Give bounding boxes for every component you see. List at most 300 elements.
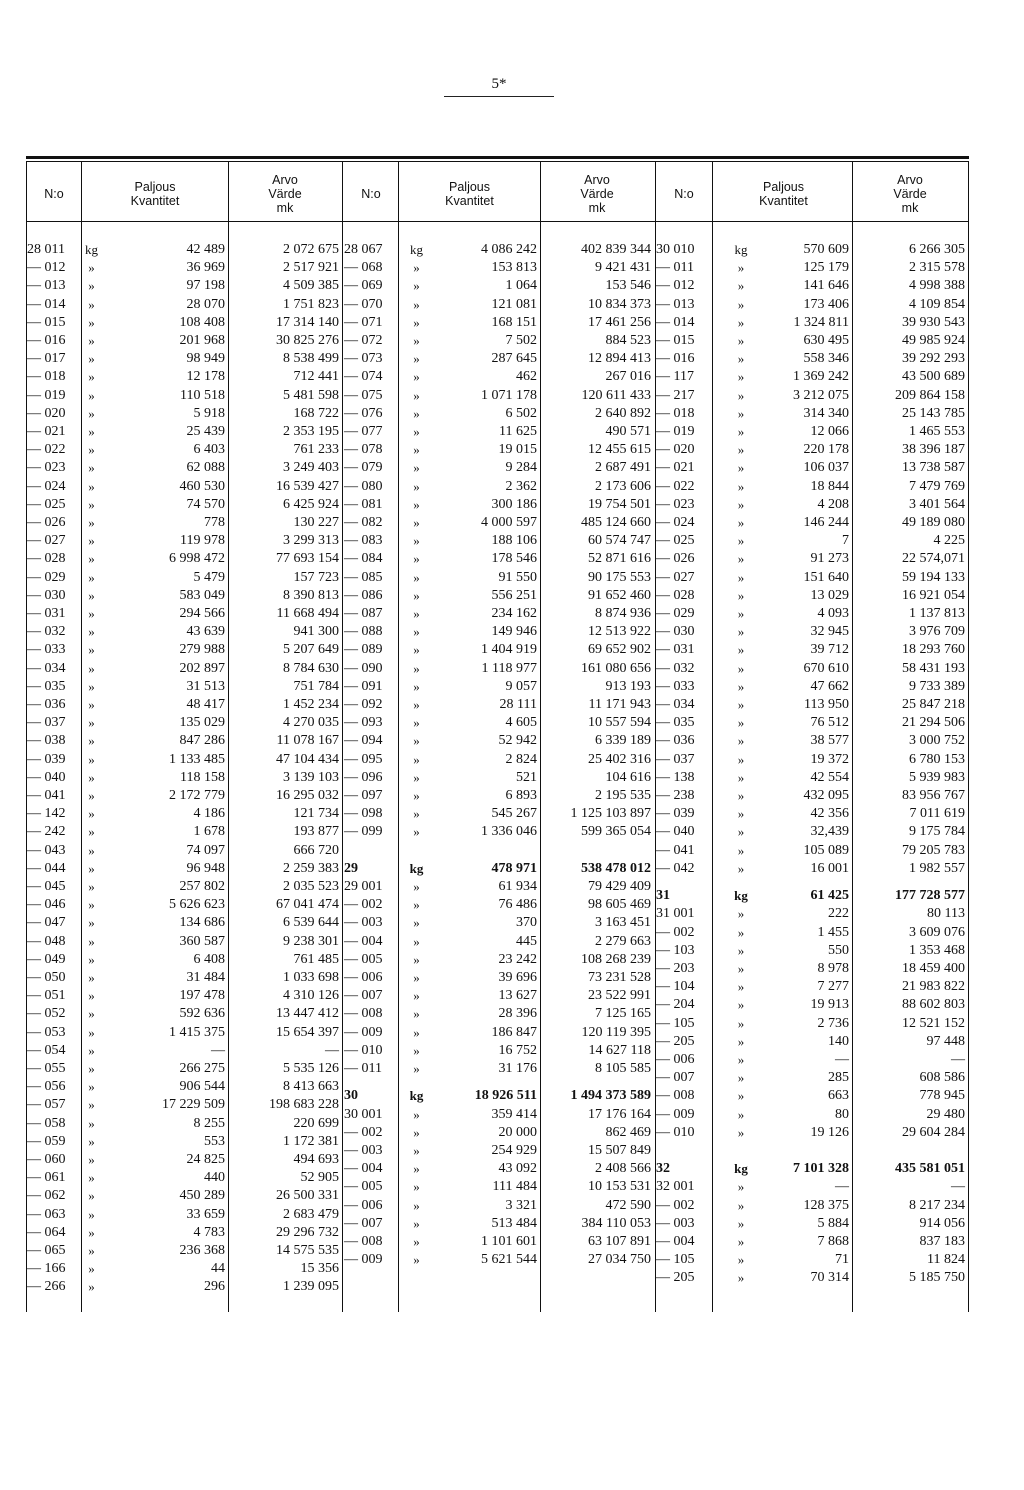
- item-number: — 036: [27, 697, 66, 712]
- unit: »: [88, 751, 95, 767]
- item-number: — 077: [344, 424, 383, 439]
- table-row: [0, 1015, 1024, 1033]
- item-number: — 020: [656, 442, 695, 458]
- value: 12 455 615: [588, 442, 651, 458]
- quantity: 550: [828, 942, 849, 958]
- item-number: — 013: [656, 296, 695, 312]
- quantity: 4 208: [817, 496, 849, 512]
- item-number: — 028: [27, 551, 66, 567]
- value: 3 401 564: [909, 496, 965, 512]
- unit: »: [88, 405, 95, 421]
- quantity: 359 414: [491, 1106, 537, 1122]
- page-number: 5*: [491, 76, 507, 92]
- item-number: — 009: [656, 1106, 695, 1122]
- item-number: — 088: [344, 624, 383, 640]
- header-no-2: [344, 170, 398, 218]
- quantity: 18 844: [810, 478, 849, 494]
- unit: »: [88, 678, 95, 694]
- unit: »: [88, 1243, 95, 1258]
- quantity: 17 229 509: [162, 1097, 225, 1113]
- quantity: 20 000: [498, 1124, 537, 1140]
- value: 6 339 189: [595, 733, 651, 749]
- header-no-1: [27, 170, 81, 218]
- value: 15 507 849: [588, 1142, 651, 1158]
- item-number: — 105: [656, 1015, 695, 1031]
- unit: »: [413, 1252, 420, 1268]
- item-number: — 076: [344, 405, 383, 421]
- item-number: — 095: [344, 751, 383, 767]
- unit: »: [88, 1261, 95, 1277]
- value: 80 113: [927, 906, 965, 922]
- unit: »: [737, 278, 745, 294]
- unit: »: [737, 405, 745, 421]
- table-row: [0, 1033, 1024, 1051]
- unit: »: [88, 970, 95, 985]
- quantity: 1 336 046: [481, 824, 537, 840]
- unit: »: [413, 606, 420, 621]
- item-number: — 011: [344, 1061, 382, 1076]
- unit: »: [88, 697, 95, 712]
- item-number: 28 011: [27, 242, 65, 257]
- quantity: 513 484: [491, 1215, 537, 1231]
- quantity: 2 172 779: [169, 788, 225, 803]
- quantity: 19 015: [498, 442, 537, 458]
- quantity: 16 001: [810, 860, 849, 876]
- value: 1 125 103 897: [570, 806, 651, 822]
- value: 3 139 103: [283, 769, 339, 785]
- value: 108 268 239: [581, 951, 651, 967]
- table-row: [0, 1106, 1024, 1124]
- table-row: [0, 842, 1024, 860]
- unit: »: [737, 997, 745, 1013]
- item-number: — 242: [27, 824, 66, 840]
- quantity: 3 321: [505, 1197, 537, 1213]
- quantity: 254 929: [491, 1142, 537, 1158]
- value: 11 668 494: [276, 606, 339, 621]
- header-quantity-3-fi: Paljous: [763, 180, 804, 194]
- value: 12 513 922: [588, 624, 651, 640]
- item-number: — 075: [344, 387, 383, 403]
- table-row: [0, 532, 1024, 550]
- unit: »: [737, 551, 745, 567]
- unit: »: [413, 1124, 420, 1140]
- unit: »: [88, 1224, 95, 1240]
- value: 2 072 675: [283, 242, 339, 257]
- table-row: [0, 1269, 1024, 1287]
- unit: »: [413, 387, 420, 403]
- table-row: [0, 587, 1024, 605]
- item-number: — 002: [344, 897, 383, 913]
- table-row: [0, 259, 1024, 277]
- table-row: [0, 769, 1024, 787]
- item-number: — 008: [656, 1088, 695, 1104]
- unit: »: [88, 642, 95, 658]
- table-row: [0, 550, 1024, 568]
- quantity: 168 151: [491, 314, 537, 330]
- unit: »: [88, 933, 95, 949]
- table-row: [0, 241, 1024, 259]
- item-number: — 032: [27, 624, 66, 640]
- table-row: [0, 332, 1024, 350]
- quantity: 201 968: [179, 333, 225, 348]
- item-number: — 104: [656, 979, 695, 995]
- value: 104 616: [605, 769, 651, 785]
- value: 17 176 164: [588, 1106, 651, 1122]
- quantity: 36 969: [186, 260, 225, 276]
- value: 2 683 479: [283, 1206, 339, 1222]
- quantity: 5 884: [817, 1215, 849, 1231]
- unit: »: [737, 697, 745, 712]
- item-number: — 029: [656, 606, 695, 621]
- value: 15 654 397: [276, 1024, 339, 1040]
- table-row: [0, 860, 1024, 878]
- quantity: 558 346: [803, 351, 849, 367]
- item-number: — 016: [27, 333, 66, 348]
- header-quantity-1: [82, 170, 228, 218]
- value: 8 217 234: [909, 1197, 965, 1213]
- item-number: — 007: [344, 1215, 383, 1231]
- value: 8 105 585: [595, 1061, 651, 1076]
- unit: »: [413, 697, 420, 712]
- item-number: 31 001: [656, 906, 695, 922]
- quantity: 19 126: [810, 1124, 849, 1140]
- item-number: — 051: [27, 988, 66, 1004]
- unit: »: [88, 897, 95, 913]
- item-number: — 082: [344, 515, 383, 530]
- item-number: — 029: [27, 569, 66, 585]
- quantity: 6 998 472: [169, 551, 225, 567]
- quantity: 5 626 623: [169, 897, 225, 913]
- item-number: — 004: [656, 1233, 695, 1249]
- item-number: — 204: [656, 997, 695, 1013]
- quantity: 31 176: [498, 1061, 537, 1076]
- item-number: — 084: [344, 551, 383, 567]
- quantity: 71: [835, 1252, 849, 1268]
- quantity: 906 544: [179, 1079, 225, 1095]
- unit: »: [88, 879, 95, 894]
- unit: »: [88, 260, 95, 276]
- quantity: 2 362: [505, 478, 537, 494]
- unit: »: [413, 515, 420, 530]
- item-number: — 058: [27, 1115, 66, 1131]
- item-number: — 007: [344, 988, 383, 1004]
- item-number: — 205: [656, 1270, 695, 1286]
- unit: »: [88, 1279, 95, 1295]
- value: 1 137 813: [909, 606, 965, 621]
- item-number: 30: [344, 1088, 358, 1104]
- header-value-1: [228, 170, 342, 218]
- unit: »: [413, 405, 420, 421]
- quantity: —: [835, 1051, 849, 1067]
- value: 2 195 535: [595, 788, 651, 803]
- quantity: 1 118 977: [481, 660, 537, 676]
- item-number: — 099: [344, 824, 383, 840]
- quantity: 4 186: [193, 806, 225, 822]
- quantity: 6 408: [193, 951, 225, 967]
- quantity: 70 314: [810, 1270, 849, 1286]
- unit: »: [413, 769, 420, 785]
- unit: »: [413, 1161, 420, 1177]
- unit: »: [737, 587, 745, 603]
- quantity: 61 425: [810, 888, 849, 904]
- table-row: [0, 678, 1024, 696]
- value: 177 728 577: [895, 888, 965, 904]
- item-number: — 043: [27, 842, 66, 858]
- item-number: — 081: [344, 496, 383, 512]
- quantity: 462: [516, 369, 537, 385]
- quantity: 98 949: [186, 351, 225, 367]
- item-number: — 046: [27, 897, 66, 913]
- quantity: 1 064: [505, 278, 537, 294]
- unit: »: [413, 1215, 420, 1231]
- value: 5 185 750: [909, 1270, 965, 1286]
- unit: »: [413, 278, 420, 294]
- unit: »: [88, 1079, 95, 1095]
- quantity: 28 396: [498, 1006, 537, 1022]
- quantity: 4 605: [505, 715, 537, 731]
- item-number: — 014: [27, 296, 66, 312]
- item-number: — 006: [344, 970, 383, 985]
- item-number: — 015: [656, 333, 695, 348]
- unit: »: [88, 1152, 95, 1167]
- value: 98 605 469: [588, 897, 651, 913]
- item-number: — 039: [656, 806, 695, 822]
- item-number: — 022: [27, 442, 66, 458]
- unit: »: [737, 1106, 745, 1122]
- quantity: 2 824: [505, 751, 537, 767]
- item-number: — 018: [656, 405, 695, 421]
- item-number: 31: [656, 888, 670, 904]
- quantity: 42 554: [810, 769, 849, 785]
- value: 63 107 891: [588, 1233, 651, 1249]
- unit: »: [88, 1188, 95, 1204]
- table-total-row: [0, 1160, 1024, 1178]
- value: 538 478 012: [581, 860, 651, 876]
- item-number: 30 010: [656, 242, 695, 257]
- quantity: 583 049: [179, 587, 225, 603]
- value: 43 500 689: [902, 369, 965, 385]
- quantity: 146 244: [803, 515, 849, 530]
- unit: »: [413, 478, 420, 494]
- quantity: 257 802: [179, 879, 225, 894]
- value: 79 205 783: [902, 842, 965, 858]
- value: 4 225: [933, 533, 965, 549]
- value: 5 535 126: [283, 1061, 339, 1076]
- table-row: [0, 714, 1024, 732]
- table-row: [0, 368, 1024, 386]
- quantity: 13 029: [810, 587, 849, 603]
- quantity: 80: [835, 1106, 849, 1122]
- value: 209 864 158: [895, 387, 965, 403]
- item-number: — 024: [27, 478, 66, 494]
- item-number: — 039: [27, 751, 66, 767]
- unit: »: [737, 424, 745, 439]
- value: 77 693 154: [276, 551, 339, 567]
- unit: kg: [410, 242, 423, 257]
- item-number: — 023: [27, 460, 66, 476]
- value: 8 784 630: [283, 660, 339, 676]
- table-row: [0, 387, 1024, 405]
- value: 8 390 813: [283, 587, 339, 603]
- table-row: [0, 496, 1024, 514]
- item-number: 28 067: [344, 242, 383, 257]
- quantity: 778: [204, 515, 225, 530]
- unit: »: [88, 1206, 95, 1222]
- unit: »: [413, 642, 420, 658]
- value: 435 581 051: [895, 1161, 965, 1177]
- value: 3 609 076: [909, 924, 965, 940]
- unit: »: [737, 460, 745, 476]
- item-number: — 006: [656, 1051, 695, 1067]
- value: 1 494 373 589: [570, 1088, 651, 1104]
- unit: »: [413, 733, 420, 749]
- unit: »: [413, 333, 420, 348]
- unit: »: [88, 296, 95, 312]
- table-row: [0, 942, 1024, 960]
- value: 30 825 276: [276, 333, 339, 348]
- unit: »: [737, 960, 745, 976]
- quantity: 141 646: [803, 278, 849, 294]
- value: 29 296 732: [276, 1224, 339, 1240]
- item-number: — 092: [344, 697, 383, 712]
- quantity: 296: [204, 1279, 225, 1295]
- item-number: — 097: [344, 788, 383, 803]
- value: 13 738 587: [902, 460, 965, 476]
- value: 161 080 656: [581, 660, 651, 676]
- unit: »: [737, 1051, 745, 1067]
- unit: »: [413, 442, 420, 458]
- quantity: 135 029: [179, 715, 225, 731]
- item-number: — 028: [656, 587, 695, 603]
- value: 10 153 531: [588, 1179, 651, 1195]
- unit: »: [413, 678, 420, 694]
- unit: »: [413, 496, 420, 512]
- unit: »: [413, 715, 420, 731]
- quantity: 128 375: [803, 1197, 849, 1213]
- value: 14 575 535: [276, 1243, 339, 1258]
- unit: »: [413, 424, 420, 439]
- item-number: — 036: [656, 733, 695, 749]
- unit: »: [413, 1006, 420, 1022]
- unit: »: [737, 824, 745, 840]
- quantity: 186 847: [491, 1024, 537, 1040]
- quantity: 7: [842, 533, 849, 549]
- item-number: — 117: [656, 369, 694, 385]
- value: 2 279 663: [595, 933, 651, 949]
- table-row: [0, 1178, 1024, 1196]
- unit: »: [737, 1215, 745, 1231]
- unit: »: [413, 1197, 420, 1213]
- item-number: — 004: [344, 1161, 383, 1177]
- quantity: 25 439: [186, 424, 225, 439]
- value: 59 194 133: [902, 569, 965, 585]
- unit: »: [737, 1179, 745, 1195]
- quantity: 173 406: [803, 296, 849, 312]
- quantity: 4 086 242: [481, 242, 537, 257]
- quantity: 39 712: [810, 642, 849, 658]
- value: 14 627 118: [588, 1042, 651, 1058]
- quantity: 4 093: [817, 606, 849, 621]
- value: 120 611 433: [581, 387, 651, 403]
- unit: »: [88, 1133, 95, 1149]
- value: 220 699: [293, 1115, 339, 1131]
- unit: »: [737, 806, 745, 822]
- item-number: — 096: [344, 769, 383, 785]
- unit: »: [88, 351, 95, 367]
- value: 18 293 760: [902, 642, 965, 658]
- value: 90 175 553: [588, 569, 651, 585]
- quantity: 1 071 178: [481, 387, 537, 403]
- table-row: [0, 1051, 1024, 1069]
- item-number: — 034: [656, 697, 695, 712]
- item-number: — 034: [27, 660, 66, 676]
- table-row: [0, 423, 1024, 441]
- value: 8 538 499: [283, 351, 339, 367]
- value: 16 295 032: [276, 788, 339, 803]
- item-number: — 009: [344, 1252, 383, 1268]
- quantity: —: [211, 1042, 225, 1058]
- item-number: — 090: [344, 660, 383, 676]
- quantity: 5 621 544: [481, 1252, 537, 1268]
- item-number: — 062: [27, 1188, 66, 1204]
- item-number: 29 001: [344, 879, 383, 894]
- item-number: — 089: [344, 642, 383, 658]
- quantity: 5 479: [193, 569, 225, 585]
- value: 490 571: [605, 424, 651, 439]
- page-number-rule: [444, 96, 554, 97]
- quantity: 91 273: [810, 551, 849, 567]
- item-number: — 027: [27, 533, 66, 549]
- item-number: — 054: [27, 1042, 66, 1058]
- value: 10 834 373: [588, 296, 651, 312]
- quantity: 360 587: [179, 933, 225, 949]
- unit: »: [737, 515, 745, 530]
- item-number: — 063: [27, 1206, 66, 1222]
- value: 837 183: [919, 1233, 965, 1249]
- quantity: 1 369 242: [793, 369, 849, 385]
- header-value-2-unit: mk: [588, 201, 606, 215]
- unit: »: [413, 551, 420, 567]
- value: 1 353 468: [909, 942, 965, 958]
- unit: »: [413, 460, 420, 476]
- unit: »: [737, 260, 745, 276]
- value: 25 402 316: [588, 751, 651, 767]
- table-total-row: [0, 887, 1024, 905]
- value: 2 640 892: [595, 405, 651, 421]
- item-number: 32: [656, 1161, 670, 1177]
- quantity: 52 942: [498, 733, 537, 749]
- item-number: — 065: [27, 1243, 66, 1258]
- quantity: 197 478: [179, 988, 225, 1004]
- unit: »: [737, 496, 745, 512]
- header-value-1-unit: mk: [276, 201, 294, 215]
- unit: »: [737, 606, 745, 621]
- unit: »: [737, 533, 745, 549]
- unit: »: [88, 424, 95, 439]
- quantity: 76 486: [498, 897, 537, 913]
- quantity: 5 918: [193, 405, 225, 421]
- unit: »: [88, 806, 95, 822]
- quantity: 630 495: [803, 333, 849, 348]
- item-number: — 050: [27, 970, 66, 985]
- unit: »: [413, 788, 420, 803]
- quantity: 8 978: [817, 960, 849, 976]
- value: 60 574 747: [588, 533, 651, 549]
- unit: »: [737, 1033, 745, 1049]
- item-number: — 021: [656, 460, 695, 476]
- item-number: — 064: [27, 1224, 66, 1240]
- item-number: — 010: [344, 1042, 383, 1058]
